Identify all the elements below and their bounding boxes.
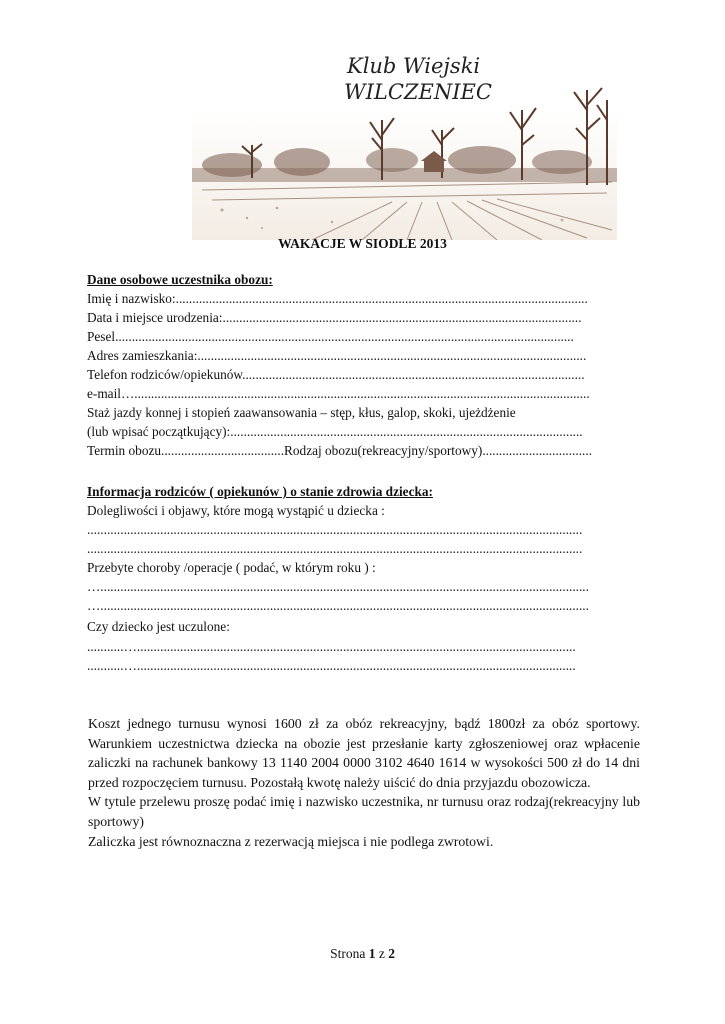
club-name-line1: Klub Wiejski	[347, 54, 481, 78]
riding-experience-field[interactable]	[87, 422, 642, 441]
beginner-label: (lub wpisać początkujący):	[87, 424, 231, 439]
name-dots: ............................................................................................................................	[175, 291, 588, 306]
term-type-field[interactable]	[87, 441, 642, 460]
birth-field[interactable]	[87, 308, 642, 327]
phone-dots: .......................................................................................................	[242, 367, 585, 382]
diseases-line-1[interactable]: …...................................................................................................................................................	[87, 579, 589, 594]
health-heading: Informacja rodziców ( opiekunów ) o stanie zdrowia dziecka:	[87, 484, 433, 499]
diseases-label: Przebyte choroby /operacje ( podać, w którym roku ) :	[87, 560, 376, 575]
email-field[interactable]	[87, 384, 642, 403]
payment-info-paragraph-3: Zaliczka jest równoznaczna z rezerwacją miejsca i nie podlega zwrotowi.	[88, 833, 494, 849]
email-dots: .........................................................................................................................................	[134, 386, 590, 401]
phone-label: Telefon rodziców/opiekunów	[87, 367, 243, 382]
address-dots: .....................................................................................................................	[197, 348, 587, 363]
total-pages: 2	[388, 946, 395, 961]
landscape-sketch-icon	[192, 50, 617, 240]
name-label: Imię i nazwisko:	[87, 291, 176, 306]
name-field[interactable]	[87, 289, 642, 308]
document-title: WAKACJE W SIODLE 2013	[278, 236, 447, 251]
camp-type-label: Rodzaj obozu(rekreacyjny/sportowy)	[284, 443, 483, 458]
club-name-line2: WILCZENIEC	[344, 80, 492, 104]
club-logo	[192, 50, 617, 240]
current-page: 1	[368, 946, 376, 961]
allergy-line-2[interactable]: ...........…....................................................................................................................................	[87, 658, 576, 673]
term-label: Termin obozu	[87, 443, 162, 458]
payment-info-paragraph-1: Koszt jednego turnusu wynosi 1600 zł za obóz rekreacyjny, bądź 1800zł za obóz sportowy. Warunkiem uczestnictwa dziecka na obozie jest przesłanie karty zgłoszeniowej oraz wpłacenie zaliczki na rachunek bankowy 13 1140 2004 0000 3102 4640 1614 w wysokości 500 zł do 14 dni przed rozpoczęciem turnusu. Pozostałą kwotę należy uiścić do dnia przyjazdu obozowicza.	[88, 716, 640, 790]
camp-type-dots: .................................	[482, 443, 593, 458]
page-of: z	[375, 946, 389, 961]
term-dots: .....................................	[161, 443, 285, 458]
address-label: Adres zamieszkania:	[87, 348, 198, 363]
pesel-dots: ..........................................................................................................................................	[115, 329, 574, 344]
payment-info	[88, 714, 640, 851]
phone-field[interactable]	[87, 365, 642, 384]
ailments-line-1[interactable]: .....................................................................................................................................................	[87, 522, 583, 537]
personal-data-heading: Dane osobowe uczestnika obozu:	[87, 272, 273, 287]
address-field[interactable]	[87, 346, 642, 365]
pesel-label: Pesel	[87, 329, 116, 344]
payment-info-paragraph-2: W tytule przelewu proszę podać imię i nazwisko uczestnika, nr turnusu oraz rodzaj(rekreacyjny lub sportowy)	[88, 794, 640, 829]
allergy-label: Czy dziecko jest uczulone:	[87, 619, 230, 634]
page-prefix: Strona	[330, 946, 369, 961]
beginner-dots: ..........................................................................................................	[230, 424, 583, 439]
birth-dots: ............................................................................................................	[222, 310, 582, 325]
birth-label: Data i miejsce urodzenia:	[87, 310, 223, 325]
email-label: e-mail…	[87, 386, 135, 401]
allergy-line-1[interactable]: ...........…....................................................................................................................................	[87, 639, 576, 654]
riding-experience-label: Staż jazdy konnej i stopień zaawansowania – stęp, kłus, galop, skoki, ujeżdżenie	[87, 405, 516, 420]
diseases-line-2[interactable]: …...................................................................................................................................................	[87, 598, 589, 613]
page-number	[0, 946, 725, 962]
pesel-field[interactable]	[87, 327, 642, 346]
ailments-label: Dolegliwości i objawy, które mogą wystąpić u dziecka :	[87, 503, 385, 518]
ailments-line-2[interactable]: .....................................................................................................................................................	[87, 541, 583, 556]
